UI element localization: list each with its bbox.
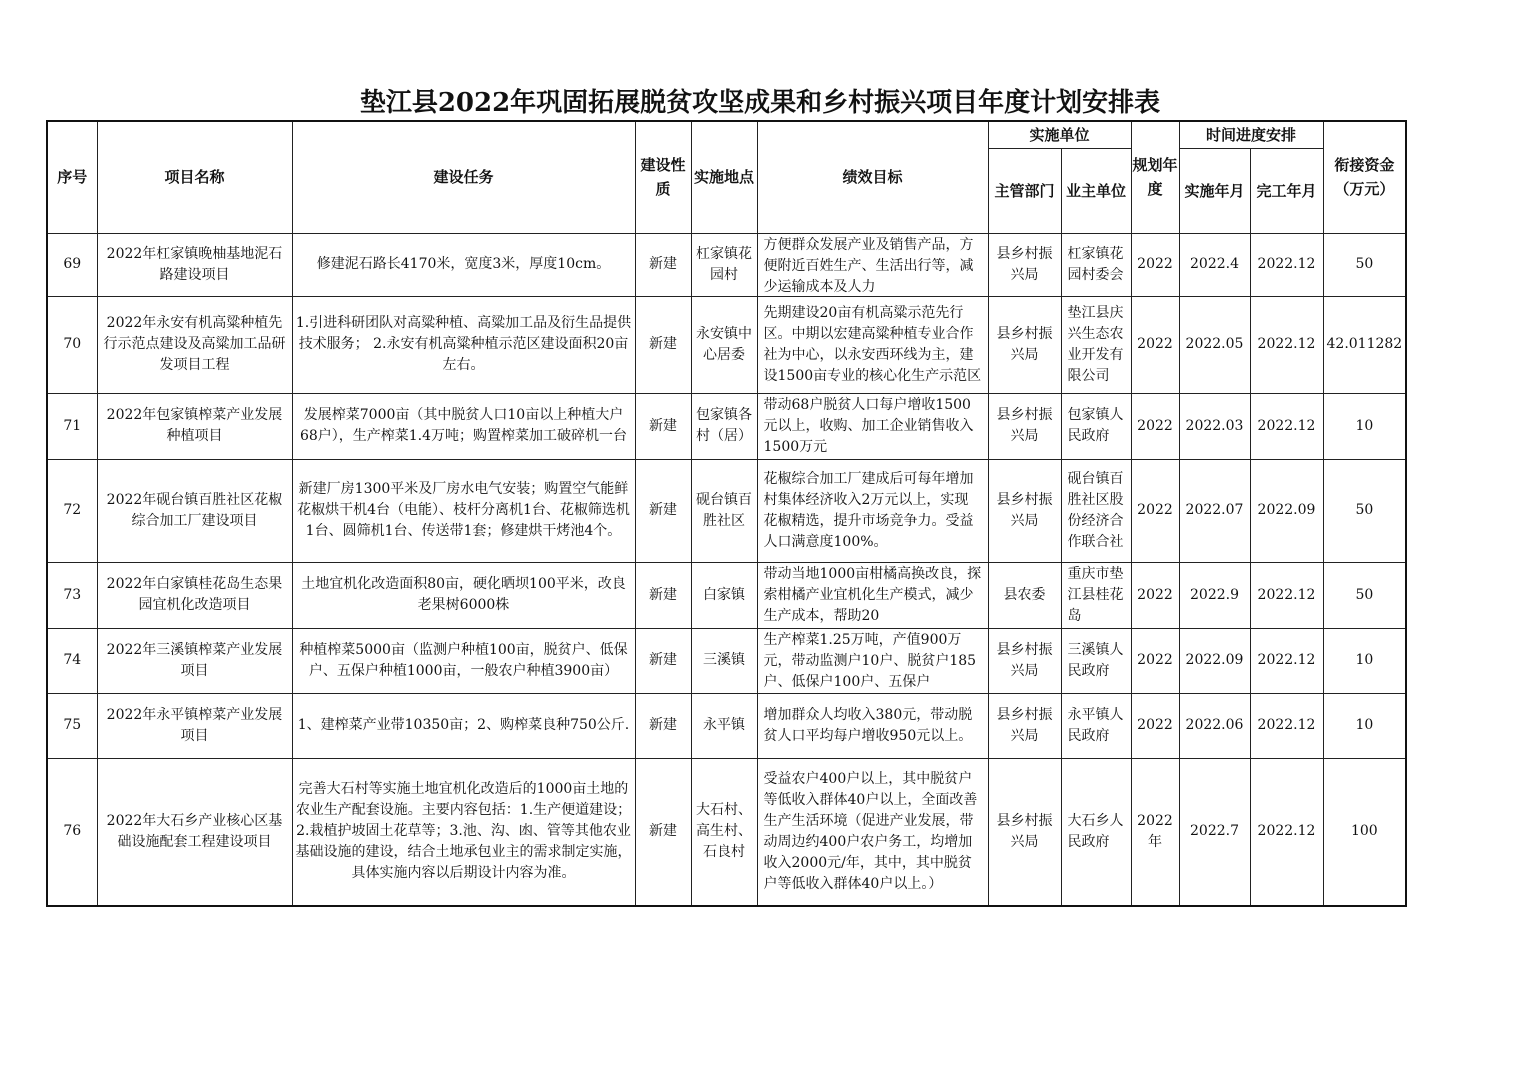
cell-plan-year <box>1131 459 1179 562</box>
cell-owner <box>1061 296 1131 393</box>
cell-text: 2022年 <box>1137 812 1173 850</box>
cell-dept <box>988 296 1061 393</box>
cell-text: 三溪镇人民政府 <box>1067 641 1124 679</box>
table-row <box>47 693 1406 758</box>
cell-text: 先期建设20亩有机高粱示范先行区。中期以宏建高粱种植专业合作社为中心，以永安西环线为主，建设1500亩专业的核心化生产示范区 <box>763 304 982 384</box>
cell-goal <box>757 393 988 459</box>
cell-location <box>691 233 757 296</box>
cell-text: 42.011282 <box>1326 336 1403 352</box>
cell-task <box>292 628 635 693</box>
cell-text: 2022.12 <box>1257 717 1316 733</box>
cell-text: 50 <box>1355 586 1374 603</box>
header-seq: 序号 <box>47 121 97 233</box>
cell-text: 大石村、高生村、石良村 <box>696 802 752 861</box>
cell-location <box>691 296 757 393</box>
cell-start <box>1179 758 1250 906</box>
cell-location <box>691 628 757 693</box>
cell-start <box>1179 296 1250 393</box>
cell-text: 修建泥石路长4170米，宽度3米，厚度10cm。 <box>316 256 611 272</box>
cell-goal <box>757 459 988 562</box>
cell-start <box>1179 393 1250 459</box>
cell-text: 县乡村振兴局 <box>996 325 1053 363</box>
cell-owner <box>1061 628 1131 693</box>
header-location: 实施地点 <box>691 121 757 233</box>
cell-text: 新建 <box>649 717 677 733</box>
cell-owner <box>1061 459 1131 562</box>
header-goal: 绩效目标 <box>757 121 988 233</box>
cell-plan-year <box>1131 562 1179 628</box>
cell-text: 杠家镇花园村 <box>696 245 752 283</box>
cell-text: 2022.12 <box>1257 336 1316 352</box>
cell-text: 方便群众发展产业及销售产品，方便附近百姓生产、生活出行等，减少运输成本及人力 <box>763 236 974 295</box>
cell-seq <box>47 693 97 758</box>
cell-text: 花椒综合加工厂建成后可每年增加村集体经济收入2万元以上，实现花椒精选，提升市场竞争力。受益人口满意度100%。 <box>763 470 974 550</box>
cell-text: 种植榨菜5000亩（监测户种植100亩，脱贫户、低保户、五保户种植1000亩，一般农户种植3900亩） <box>299 641 628 679</box>
cell-owner <box>1061 393 1131 459</box>
cell-end <box>1250 233 1323 296</box>
cell-owner <box>1061 233 1131 296</box>
cell-start <box>1179 628 1250 693</box>
cell-text: 2022年白家镇桂花岛生态果园宜机化改造项目 <box>106 576 283 613</box>
cell-text: 2022.12 <box>1257 256 1316 272</box>
cell-start <box>1179 233 1250 296</box>
table-body <box>47 233 1406 906</box>
cell-text: 2022.4 <box>1190 256 1239 272</box>
header-task: 建设任务 <box>292 121 635 233</box>
table-row <box>47 233 1406 296</box>
cell-text: 2022年三溪镇榨菜产业发展项目 <box>106 641 283 679</box>
cell-start <box>1179 562 1250 628</box>
cell-text: 县乡村振兴局 <box>996 706 1053 744</box>
cell-text: 新建 <box>649 256 677 272</box>
cell-name <box>97 296 292 393</box>
header-start: 实施年月 <box>1179 148 1250 233</box>
cell-text: 2022 <box>1137 256 1173 272</box>
cell-text: 受益农户400户以上，其中脱贫户等低收入群体40户以上，全面改善生产生活环境（促进产业发展，带动周边约400户农户务工，均增加收入2000元/年，其中，其中脱贫户等低收入群体40户以上。） <box>763 770 978 892</box>
cell-dept <box>988 562 1061 628</box>
cell-text: 垫江县庆兴生态农业开发有限公司 <box>1067 304 1124 384</box>
cell-text: 2022.12 <box>1257 417 1316 434</box>
cell-text: 2022.05 <box>1185 336 1244 352</box>
cell-text: 新建 <box>649 652 677 668</box>
cell-dept <box>988 693 1061 758</box>
cell-text: 10 <box>1355 652 1374 668</box>
header-time-group: 时间进度安排 <box>1179 121 1323 148</box>
cell-seq <box>47 233 97 296</box>
cell-name <box>97 393 292 459</box>
cell-text: 74 <box>63 652 82 668</box>
cell-text: 2022年包家镇榨菜产业发展种植项目 <box>106 407 283 444</box>
cell-text: 2022 <box>1137 336 1173 352</box>
cell-text: 永平镇 <box>703 717 745 733</box>
cell-text: 县乡村振兴局 <box>996 812 1053 850</box>
cell-owner <box>1061 758 1131 906</box>
cell-text: 2022 <box>1137 417 1173 434</box>
cell-nature <box>635 758 691 906</box>
cell-name <box>97 628 292 693</box>
cell-text: 2022.9 <box>1190 586 1239 603</box>
cell-goal <box>757 296 988 393</box>
cell-text: 县乡村振兴局 <box>996 491 1053 529</box>
table-row <box>47 758 1406 906</box>
cell-text: 2022年永平镇榨菜产业发展项目 <box>106 706 283 744</box>
cell-text: 土地宜机化改造面积80亩，硬化晒坝100平米，改良老果树6000株 <box>301 576 626 613</box>
cell-goal <box>757 758 988 906</box>
cell-goal <box>757 233 988 296</box>
cell-fund <box>1323 693 1406 758</box>
header-fund: 衔接资金（万元） <box>1323 121 1406 233</box>
cell-location <box>691 562 757 628</box>
cell-dept <box>988 459 1061 562</box>
cell-text: 2022.12 <box>1257 652 1316 668</box>
cell-start <box>1179 693 1250 758</box>
cell-text: 杠家镇花园村委会 <box>1067 245 1124 283</box>
cell-text: 2022 <box>1137 652 1173 668</box>
cell-fund <box>1323 393 1406 459</box>
cell-text: 2022 <box>1137 502 1173 518</box>
cell-seq <box>47 296 97 393</box>
cell-seq <box>47 758 97 906</box>
cell-text: 县乡村振兴局 <box>996 641 1053 679</box>
cell-plan-year <box>1131 393 1179 459</box>
table-row <box>47 459 1406 562</box>
header-end: 完工年月 <box>1250 148 1323 233</box>
cell-seq <box>47 628 97 693</box>
header-dept: 主管部门 <box>988 148 1061 233</box>
table-row <box>47 296 1406 393</box>
cell-text: 50 <box>1355 502 1374 518</box>
header-name: 项目名称 <box>97 121 292 233</box>
cell-task <box>292 296 635 393</box>
cell-text: 72 <box>63 502 82 518</box>
header-owner: 业主单位 <box>1061 148 1131 233</box>
cell-text: 2022.03 <box>1185 417 1244 434</box>
cell-plan-year <box>1131 628 1179 693</box>
cell-name <box>97 459 292 562</box>
cell-text: 2022.06 <box>1185 717 1244 733</box>
cell-text: 76 <box>63 823 82 840</box>
cell-text: 73 <box>63 586 82 603</box>
cell-text: 69 <box>63 256 82 272</box>
cell-text: 2022.7 <box>1190 823 1239 840</box>
plan-table <box>46 120 1407 907</box>
cell-goal <box>757 562 988 628</box>
cell-text: 2022年永安有机高粱种植先行示范点建设及高粱加工品研发项目工程 <box>103 315 286 373</box>
cell-name <box>97 693 292 758</box>
cell-dept <box>988 628 1061 693</box>
cell-name <box>97 233 292 296</box>
cell-dept <box>988 233 1061 296</box>
cell-task <box>292 393 635 459</box>
header-plan-year: 规划年度 <box>1131 121 1179 233</box>
cell-end <box>1250 693 1323 758</box>
cell-text: 2022.12 <box>1257 586 1316 603</box>
cell-task <box>292 562 635 628</box>
cell-text: 71 <box>63 417 82 434</box>
cell-text: 包家镇人民政府 <box>1067 407 1124 444</box>
cell-dept <box>988 758 1061 906</box>
cell-nature <box>635 459 691 562</box>
cell-text: 10 <box>1355 717 1374 733</box>
cell-nature <box>635 393 691 459</box>
cell-text: 发展榨菜7000亩（其中脱贫人口10亩以上种植大户68户），生产榨菜1.4万吨；购置榨菜加工破碎机一台 <box>299 407 628 444</box>
cell-plan-year <box>1131 296 1179 393</box>
cell-text: 新建厂房1300平米及厂房水电气安装；购置空气能鲜花椒烘干机4台（电能）、枝杆分离机1台、花椒筛选机1台、圆筛机1台、传送带1套；修建烘干烤池4个。 <box>297 481 630 539</box>
cell-text: 新建 <box>649 586 677 603</box>
cell-text: 2022.09 <box>1185 652 1244 668</box>
cell-text: 1、建榨菜产业带10350亩；2、购榨菜良种750公斤. <box>297 717 630 733</box>
cell-text: 2022.07 <box>1185 502 1244 518</box>
cell-task <box>292 233 635 296</box>
cell-text: 2022 <box>1137 586 1173 603</box>
cell-fund <box>1323 562 1406 628</box>
cell-text: 2022年砚台镇百胜社区花椒综合加工厂建设项目 <box>106 491 283 529</box>
cell-text: 永安镇中心居委 <box>696 325 752 363</box>
cell-location <box>691 393 757 459</box>
cell-seq <box>47 562 97 628</box>
cell-text: 白家镇 <box>703 586 745 603</box>
cell-text: 100 <box>1350 823 1378 840</box>
cell-dept <box>988 393 1061 459</box>
cell-end <box>1250 562 1323 628</box>
cell-text: 2022年大石乡产业核心区基础设施配套工程建设项目 <box>106 812 283 850</box>
cell-text: 新建 <box>649 502 677 518</box>
cell-text: 包家镇各村（居） <box>696 407 752 444</box>
cell-text: 砚台镇百胜社区 <box>696 491 752 529</box>
cell-text: 带动当地1000亩柑橘高换改良，探索柑橘产业宜机化生产模式，减少生产成本，帮助20 <box>763 565 982 624</box>
cell-text: 新建 <box>649 417 677 434</box>
cell-seq <box>47 393 97 459</box>
cell-text: 县乡村振兴局 <box>996 407 1053 444</box>
cell-text: 完善大石村等实施土地宜机化改造后的1000亩土地的农业生产配套设施。主要内容包括：1.生产便道建设；2.栽植护坡固土花草等；3.池、沟、凼、管等其他农业基础设施的建设，结合土地承包业主的需求制定实施，具体实施内容以后期设计内容为准。 <box>295 781 632 882</box>
cell-task <box>292 693 635 758</box>
cell-text: 砚台镇百胜社区股份经济合作联合社 <box>1067 470 1124 550</box>
cell-goal <box>757 693 988 758</box>
cell-text: 70 <box>63 336 82 352</box>
cell-text: 2022 <box>1137 717 1173 733</box>
cell-nature <box>635 296 691 393</box>
cell-text: 大石乡人民政府 <box>1067 812 1124 850</box>
table-row <box>47 562 1406 628</box>
cell-owner <box>1061 562 1131 628</box>
cell-text: 1.引进科研团队对高粱种植、高粱加工品及衍生品提供技术服务； 2.永安有机高粱种植示范区建设面积20亩左右。 <box>295 315 632 373</box>
cell-text: 增加群众人均收入380元，带动脱贫人口平均每户增收950元以上。 <box>763 706 973 744</box>
cell-end <box>1250 628 1323 693</box>
page-title: 垫江县2022年巩固拓展脱贫攻坚成果和乡村振兴项目年度计划安排表 <box>359 88 1161 118</box>
cell-plan-year <box>1131 758 1179 906</box>
cell-text: 2022.12 <box>1257 823 1316 840</box>
cell-task <box>292 758 635 906</box>
cell-plan-year <box>1131 233 1179 296</box>
cell-fund <box>1323 628 1406 693</box>
cell-text: 新建 <box>649 823 677 840</box>
cell-name <box>97 758 292 906</box>
header-unit-group: 实施单位 <box>988 121 1131 148</box>
cell-text: 县农委 <box>1003 586 1046 603</box>
table-row <box>47 628 1406 693</box>
cell-location <box>691 693 757 758</box>
cell-text: 50 <box>1355 256 1374 272</box>
cell-fund <box>1323 459 1406 562</box>
cell-goal <box>757 628 988 693</box>
cell-owner <box>1061 693 1131 758</box>
table-row <box>47 393 1406 459</box>
cell-plan-year <box>1131 693 1179 758</box>
header-nature: 建设性质 <box>635 121 691 233</box>
cell-text: 永平镇人民政府 <box>1067 706 1124 744</box>
cell-name <box>97 562 292 628</box>
cell-end <box>1250 459 1323 562</box>
cell-location <box>691 758 757 906</box>
cell-text: 三溪镇 <box>703 652 745 668</box>
cell-nature <box>635 628 691 693</box>
cell-text: 生产榨菜1.25万吨，产值900万元，带动监测户10户、脱贫户185户、低保户100户、五保户 <box>763 631 977 690</box>
cell-start <box>1179 459 1250 562</box>
cell-fund <box>1323 296 1406 393</box>
cell-text: 重庆市垫江县桂花岛 <box>1067 565 1124 624</box>
cell-nature <box>635 562 691 628</box>
cell-text: 县乡村振兴局 <box>996 245 1053 283</box>
cell-text: 2022年杠家镇晚柚基地泥石路建设项目 <box>106 245 283 283</box>
cell-fund <box>1323 758 1406 906</box>
cell-text: 新建 <box>649 336 677 352</box>
cell-end <box>1250 758 1323 906</box>
cell-text: 75 <box>63 717 82 733</box>
cell-end <box>1250 296 1323 393</box>
cell-text: 带动68户脱贫人口每户增收1500元以上，收购、加工企业销售收入1500万元 <box>763 396 974 455</box>
cell-task <box>292 459 635 562</box>
cell-text: 10 <box>1355 417 1374 434</box>
cell-location <box>691 459 757 562</box>
cell-text: 2022.09 <box>1257 502 1316 518</box>
cell-nature <box>635 233 691 296</box>
cell-end <box>1250 393 1323 459</box>
cell-fund <box>1323 233 1406 296</box>
cell-seq <box>47 459 97 562</box>
cell-nature <box>635 693 691 758</box>
